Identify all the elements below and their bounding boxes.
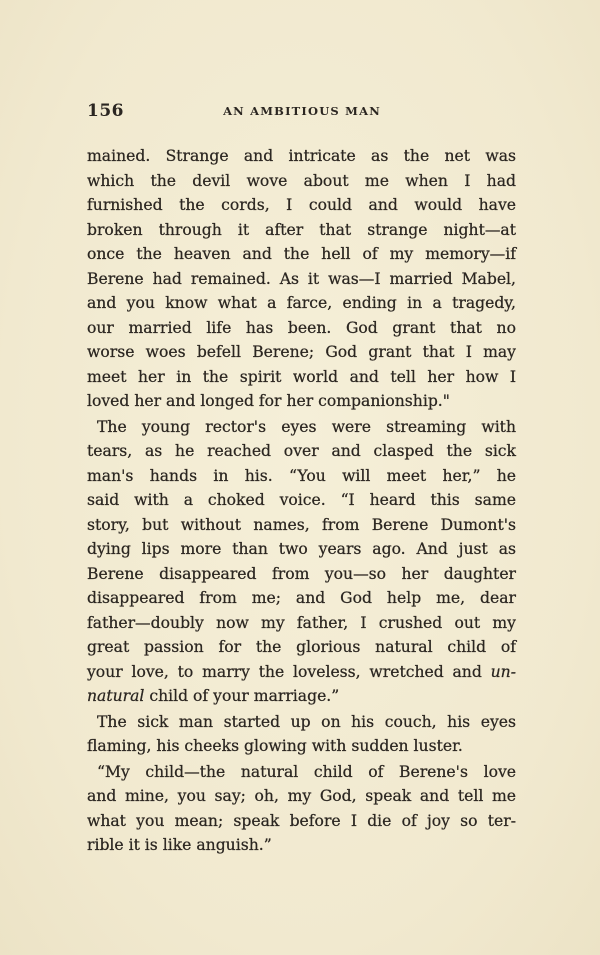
line-text: furnished the cords, I could and would have bbox=[87, 196, 516, 214]
line-text: The young rector's eyes were streaming with bbox=[97, 417, 516, 436]
line-text: our married life has been. God grant that no bbox=[87, 318, 516, 337]
line-text: Berene had remained. As it was—I married Mabel, bbox=[87, 269, 516, 288]
text-line bbox=[87, 340, 516, 365]
running-title: AN AMBITIOUS MAN bbox=[223, 104, 381, 118]
line-text: what you mean; speak before I die of joy so ter- bbox=[87, 811, 516, 830]
text-line bbox=[87, 760, 516, 785]
text-line bbox=[87, 611, 516, 636]
line-text: child of your marriage.” bbox=[144, 687, 340, 705]
line-text: “My child—the natural child of Berene's love bbox=[97, 762, 516, 781]
text-line bbox=[87, 415, 516, 440]
text-line bbox=[87, 586, 516, 611]
line-text: The sick man started up on his couch, his eyes bbox=[97, 712, 516, 731]
line-text: rible it is like anguish.” bbox=[87, 836, 272, 854]
text-line bbox=[87, 562, 516, 587]
line-text: flaming, his cheeks glowing with sudden luster. bbox=[87, 737, 463, 755]
page-number: 156 bbox=[87, 101, 124, 121]
paragraph bbox=[87, 760, 516, 858]
text-line bbox=[87, 218, 516, 243]
paragraph bbox=[87, 144, 516, 414]
line-text: once the heaven and the hell of my memory—if bbox=[87, 245, 516, 263]
italic-text: un- bbox=[490, 662, 516, 681]
text-line bbox=[87, 267, 516, 292]
line-text: dying lips more than two years ago. And just as bbox=[87, 540, 516, 558]
text-line bbox=[87, 464, 516, 489]
line-text: man's hands in his. “You will meet her,” he bbox=[87, 466, 516, 485]
text-line bbox=[87, 144, 516, 169]
line-text: which the devil wove about me when I had bbox=[87, 171, 516, 190]
text-line bbox=[87, 537, 516, 562]
text-line bbox=[87, 734, 516, 759]
line-text: mained. Strange and intricate as the net was bbox=[87, 147, 516, 165]
text-line bbox=[87, 513, 516, 538]
page-header bbox=[87, 101, 517, 123]
text-line bbox=[87, 488, 516, 513]
text-line bbox=[87, 439, 516, 464]
line-text: and mine, you say; oh, my God, speak and tell me bbox=[87, 787, 516, 805]
text-line bbox=[87, 291, 516, 316]
line-text: story, but without names, from Berene Dumont's bbox=[87, 515, 516, 534]
line-text: and you know what a farce, ending in a tragedy, bbox=[87, 294, 516, 312]
text-line bbox=[87, 809, 516, 834]
line-text: worse woes befell Berene; God grant that I may bbox=[87, 343, 516, 361]
line-text: disappeared from me; and God help me, dear bbox=[87, 589, 516, 607]
line-text: loved her and longed for her companionship." bbox=[87, 392, 450, 410]
text-line bbox=[87, 635, 516, 660]
text-line bbox=[87, 784, 516, 809]
paragraph bbox=[87, 415, 516, 709]
page-body-text bbox=[87, 144, 516, 859]
text-line bbox=[87, 833, 516, 858]
line-text: tears, as he reached over and clasped the sick bbox=[87, 442, 516, 460]
line-text: meet her in the spirit world and tell her how I bbox=[87, 367, 516, 386]
text-line bbox=[87, 684, 516, 709]
line-text: said with a choked voice. “I heard this same bbox=[87, 491, 516, 509]
line-text: your love, to marry the loveless, wretched and bbox=[87, 662, 491, 681]
line-text: great passion for the glorious natural child of bbox=[87, 638, 516, 656]
text-line bbox=[87, 660, 516, 685]
text-line bbox=[87, 316, 516, 341]
line-text: Berene disappeared from you—so her daughter bbox=[87, 564, 516, 583]
text-line bbox=[87, 365, 516, 390]
text-line bbox=[87, 169, 516, 194]
line-text: broken through it after that strange night—at bbox=[87, 220, 516, 239]
paragraph bbox=[87, 710, 516, 759]
text-line bbox=[87, 710, 516, 735]
text-line bbox=[87, 193, 516, 218]
text-line bbox=[87, 389, 516, 414]
text-line bbox=[87, 242, 516, 267]
line-text: father—doubly now my father, I crushed out my bbox=[87, 613, 516, 632]
italic-text: natural bbox=[87, 687, 145, 705]
